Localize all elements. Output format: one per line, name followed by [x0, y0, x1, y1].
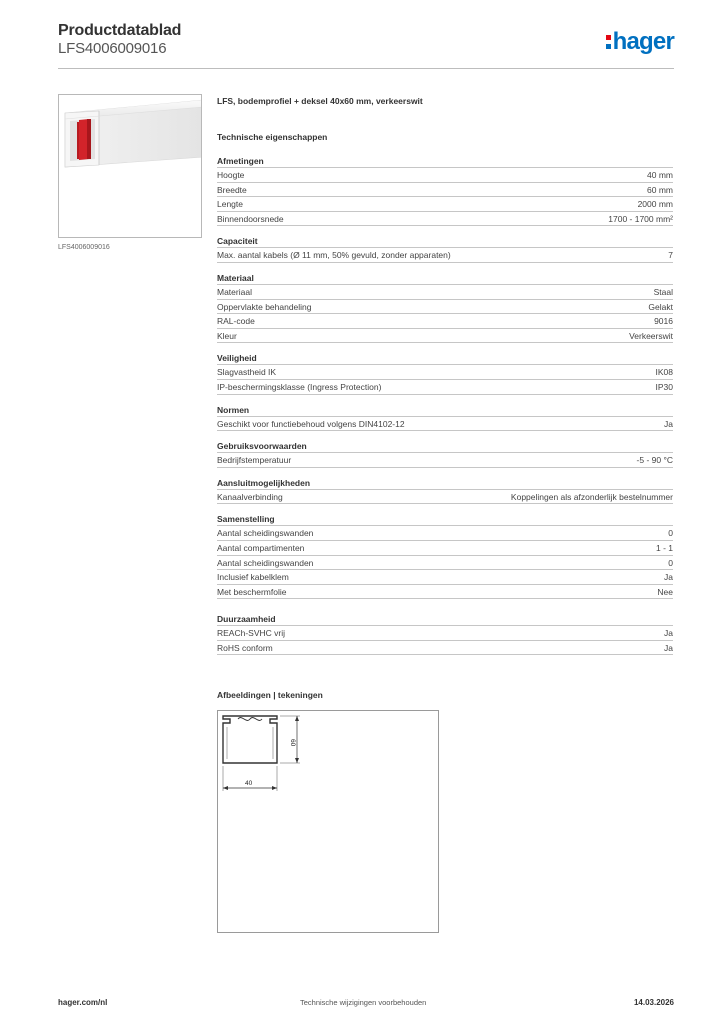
spec-row: [217, 300, 673, 315]
section-gap: [217, 431, 673, 440]
section-gap: [217, 226, 673, 235]
product-image: [58, 94, 202, 238]
dim-arrow: [295, 716, 299, 721]
spec-label: Binnendoorsnede: [217, 213, 284, 224]
dim-height-label: 60: [289, 739, 296, 747]
spec-label: Met beschermfolie: [217, 586, 287, 597]
spec-label: Materiaal: [217, 286, 252, 297]
spec-row: [217, 365, 673, 380]
section-title: Afmetingen: [217, 155, 673, 168]
spec-value: Nee: [657, 586, 673, 597]
spec-content: [217, 96, 673, 655]
spec-label: Aantal compartimenten: [217, 542, 305, 553]
spec-value: 7: [668, 250, 673, 261]
spec-label: Bedrijfstemperatuur: [217, 455, 292, 466]
spec-label: Hoogte: [217, 170, 245, 180]
spec-label: Oppervlakte behandeling: [217, 301, 312, 312]
section-title: Duurzaamheid: [217, 613, 673, 626]
section-title: Materiaal: [217, 272, 673, 285]
spec-row: [217, 541, 673, 556]
spec-value: 1700 - 1700 mm²: [608, 213, 673, 224]
product-description: LFS, bodemprofiel + deksel 40x60 mm, verkeerswit: [217, 96, 423, 106]
spec-value: Ja: [664, 628, 673, 639]
section-title: Gebruiksvoorwaarden: [217, 440, 673, 453]
spec-value: Verkeerswit: [629, 330, 673, 341]
spec-value: IP30: [655, 381, 673, 392]
spec-value: -5 - 90 °C: [636, 455, 673, 466]
spec-label: Lengte: [217, 199, 243, 210]
spec-row: [217, 526, 673, 541]
section-title: Normen: [217, 404, 673, 417]
duct-drawing: [218, 711, 438, 932]
dim-width-label: 40: [245, 780, 253, 787]
section-gap: [217, 504, 673, 513]
spec-label: RoHS conform: [217, 642, 273, 653]
section-gap: [217, 468, 673, 477]
spec-label: Breedte: [217, 184, 247, 195]
profile-outline: [223, 716, 277, 763]
spec-row: [217, 314, 673, 329]
spec-label: IP-beschermingsklasse (Ingress Protection): [217, 381, 382, 392]
footer-disclaimer: Technische wijzigingen voorbehouden: [300, 998, 427, 1007]
spec-value: 1 - 1: [655, 542, 673, 553]
spec-value: 0: [668, 557, 673, 568]
spec-row: [217, 212, 673, 227]
logo-text: hager: [612, 28, 674, 55]
spec-label: RAL-code: [217, 316, 255, 327]
spec-value: Koppelingen als afzonderlijk bestelnummer: [510, 491, 673, 502]
spec-row: [217, 285, 673, 300]
spec-value: Gelakt: [648, 301, 673, 312]
header-divider: [58, 68, 674, 69]
spec-row: [217, 183, 673, 198]
spec-label: Max. aantal kabels (Ø 11 mm, 50% gevuld, zonder apparaten): [217, 250, 451, 261]
spec-value: Ja: [664, 418, 673, 429]
spec-row: [217, 641, 673, 656]
logo-dots-icon: [606, 34, 611, 49]
spec-row: [217, 380, 673, 395]
spec-label: Kanaalverbinding: [217, 491, 283, 502]
page-title: Productdatablad: [58, 22, 182, 39]
spec-value: Ja: [664, 642, 673, 653]
spec-label: Geschikt voor functiebehoud volgens DIN4102-12: [217, 418, 405, 429]
spec-row: [217, 329, 673, 344]
section-gap: [217, 343, 673, 352]
spec-row: [217, 453, 673, 468]
drawing-box: [217, 710, 439, 933]
section-gap: [217, 263, 673, 272]
spec-label: Aantal scheidingswanden: [217, 557, 314, 568]
spec-row: [217, 417, 673, 432]
spec-value: 60 mm: [647, 184, 673, 195]
spec-value: 0: [668, 528, 673, 539]
spec-label: REACh-SVHC vrij: [217, 628, 286, 639]
spec-row: [217, 570, 673, 585]
section-title: Samenstelling: [217, 513, 673, 526]
cable-duct-image: [59, 95, 202, 238]
spec-value: Ja: [664, 572, 673, 583]
spec-row: [217, 585, 673, 600]
hager-logo: [606, 30, 674, 54]
spec-value: 9016: [654, 316, 673, 327]
spec-row: [217, 556, 673, 571]
spec-label: Kleur: [217, 330, 237, 341]
spec-value: 40 mm: [647, 170, 673, 180]
spec-value: IK08: [655, 367, 673, 378]
section-title: Aansluitmogelijkheden: [217, 477, 673, 490]
spec-value: Staal: [653, 286, 673, 297]
product-code: LFS4006009016: [58, 40, 167, 57]
spec-label: Inclusief kabelklem: [217, 572, 289, 583]
section-title: Veiligheid: [217, 352, 673, 365]
footer-website[interactable]: hager.com/nl: [58, 998, 108, 1007]
spec-row: [217, 248, 673, 263]
spec-row: [217, 168, 673, 183]
dim-arrow: [223, 786, 228, 790]
spec-sections: [217, 155, 673, 655]
spec-label: Slagvastheid IK: [217, 367, 277, 378]
section-title: Capaciteit: [217, 235, 673, 248]
section-gap: [217, 599, 673, 613]
image-caption: LFS4006009016: [58, 244, 110, 251]
spec-row: [217, 626, 673, 641]
spec-row: [217, 490, 673, 505]
spec-label: Aantal scheidingswanden: [217, 528, 314, 539]
footer-date: 14.03.2026: [633, 998, 674, 1007]
figures-title: Afbeeldingen | tekeningen: [217, 690, 323, 700]
section-gap: [217, 395, 673, 404]
spec-value: 2000 mm: [637, 199, 673, 210]
spec-row: [217, 197, 673, 212]
dim-arrow: [295, 758, 299, 763]
dim-arrow: [272, 786, 277, 790]
technical-title: Technische eigenschappen: [217, 132, 328, 142]
profile-lid: [238, 718, 262, 721]
